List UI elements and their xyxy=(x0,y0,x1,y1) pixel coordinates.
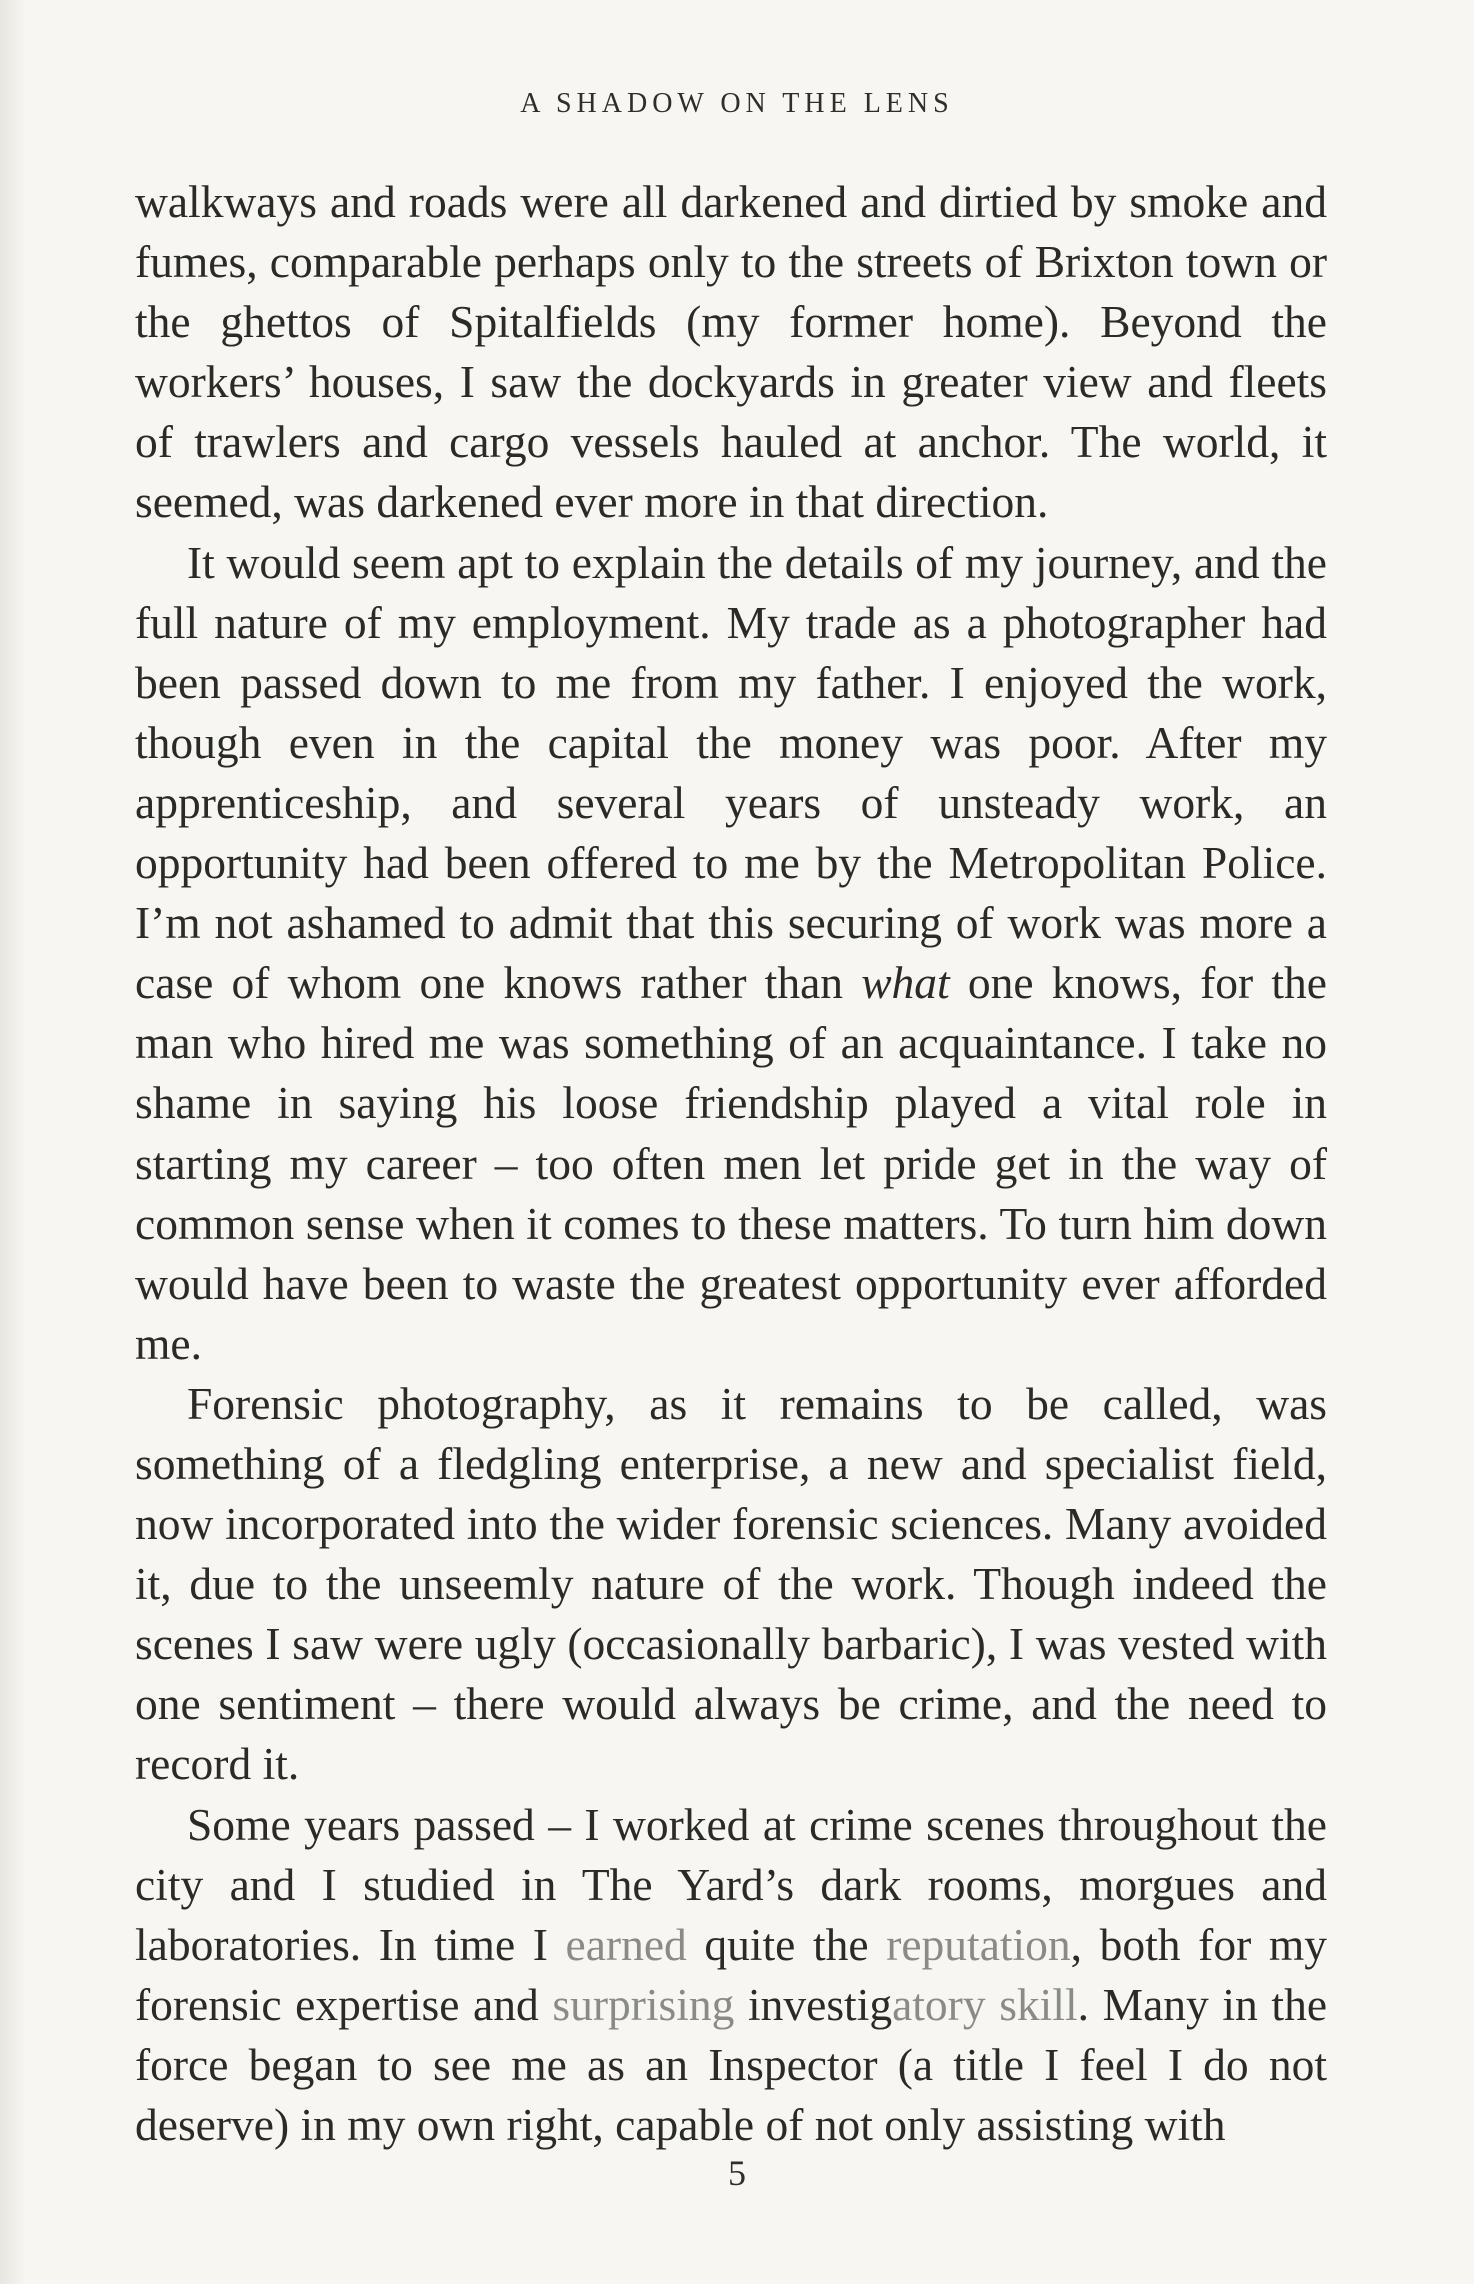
body-text xyxy=(135,172,1327,2155)
paragraph-2 xyxy=(135,533,1327,1374)
paragraph-2-text-b: one knows, for the man who hired me was something of an acquaintance. I take no shame in saying his loose friendship played a vital role in starting my career – too often men let pride get in the way of common sense when it comes to these matters. To turn him down would have been to waste the greatest opportunity ever afforded me. xyxy=(135,957,1327,1369)
running-head: A SHADOW ON THE LENS xyxy=(520,88,954,119)
paragraph-2-italic: what xyxy=(861,957,950,1009)
paragraph-4 xyxy=(135,1795,1327,2156)
paragraph-4-text-i: . Many in the force began to see me as an Inspector (a title I feel I do not deserve) in my own right, capable of not only assisting with xyxy=(135,1978,1328,2150)
paragraph-4-text-g: investig xyxy=(734,1978,893,2030)
paragraph-4-text-a: Some years passed – I worked at crime scenes throughout the city and I studied in The Yard’s dark rooms, morgues and laboratories. In time I xyxy=(135,1798,1327,1970)
paragraph-4-faded-earned: earned xyxy=(565,1918,687,1970)
paragraph-3 xyxy=(135,1374,1327,1795)
paragraph-4-faded-reputation: reputation xyxy=(886,1918,1071,1970)
page-edge-shading xyxy=(0,0,26,2284)
paragraph-3-text: Forensic photography, as it remains to be called, was something of a fledgling enterprise, a new and specialist field, now incorporated into the wider forensic sciences. Many avoided it, due to the unseemly nature of the work. Though indeed the scenes I saw were ugly (occasionally barbaric), I was vested with one sentiment – there would always be crime, and the need to record it. xyxy=(135,1377,1327,1790)
paragraph-4-faded-surprising: surprising xyxy=(552,1978,735,2030)
page-number: 5 xyxy=(728,2153,746,2193)
paragraph-1 xyxy=(135,172,1327,533)
paragraph-2-text-a: It would seem apt to explain the details of my journey, and the full nature of my employment. My trade as a photographer had been passed down to me from my father. I enjoyed the work, though even in the capital the money was poor. After my apprenticeship, and several years of unsteady work, an opportunity had been offered to me by the Metropolitan Police. I’m not ashamed to admit that this securing of work was more a case of whom one knows rather than xyxy=(135,536,1327,1009)
paragraph-4-text-c: quite the xyxy=(686,1918,887,1970)
paragraph-4-faded-atory-skill: atory skill xyxy=(892,1978,1078,2030)
paragraph-4-text-e: , both for my forensic expertise and xyxy=(135,1918,1327,2030)
paragraph-1-text: walkways and roads were all darkened and dirtied by smoke and fumes, comparable perhaps only to the streets of Brixton town or the ghettos of Spitalfields (my former home). Beyond the workers’ houses, I saw the dockyards in greater view and fleets of trawlers and cargo vessels hauled at anchor. The world, it seemed, was darkened ever more in that direction. xyxy=(135,176,1327,528)
